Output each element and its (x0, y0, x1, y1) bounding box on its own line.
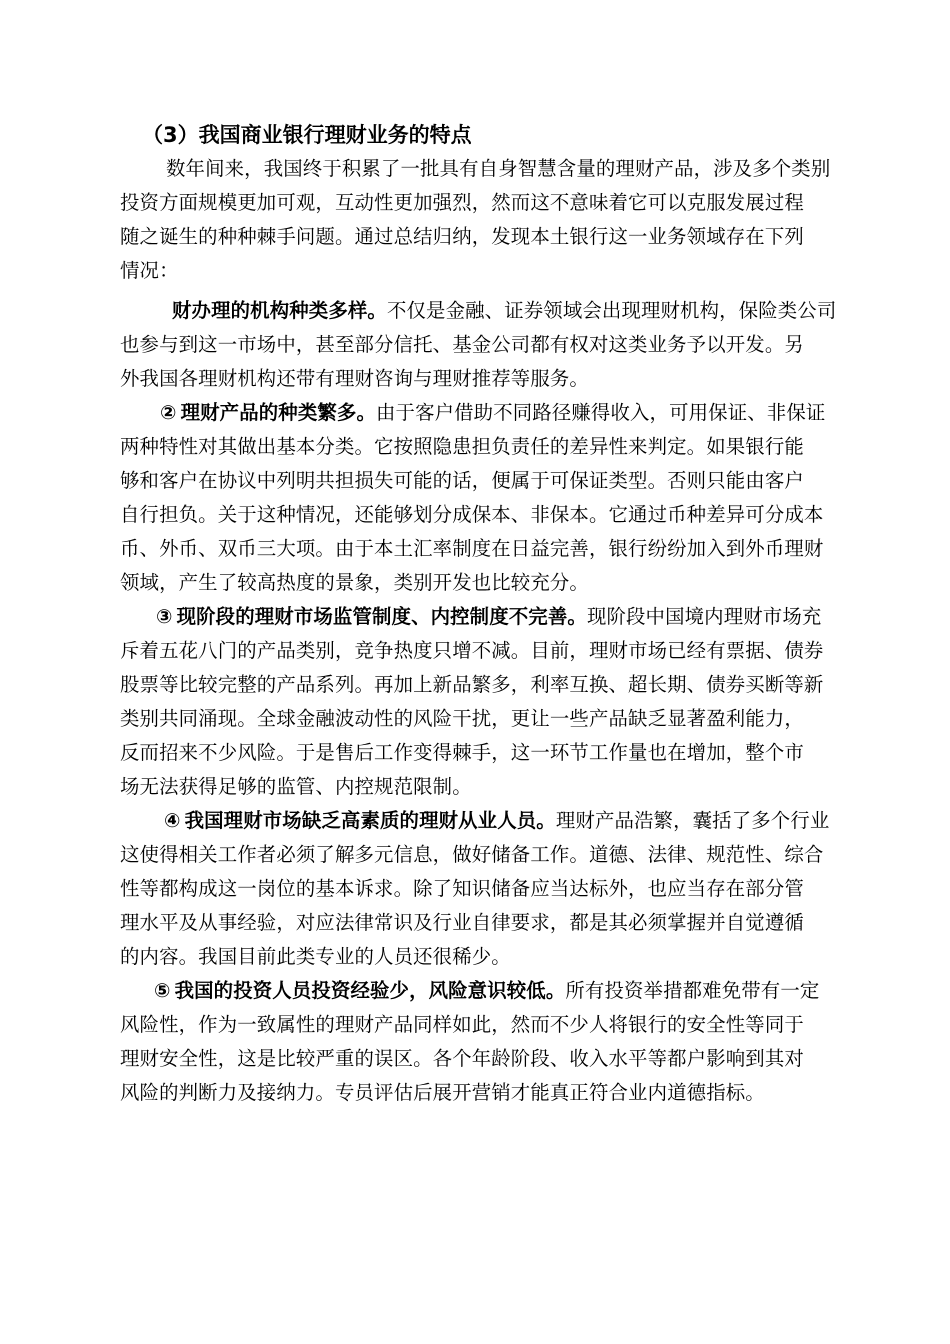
point-number: ③ (156, 605, 173, 628)
point-line: 币、外币、双币三大项。由于本土汇率制度在日益完善，银行纷纷加入到外币理财 (120, 537, 824, 560)
point-number: ④ (164, 809, 181, 832)
point-number: ⑤ (154, 979, 171, 1002)
point-lead: 我国理财市场缺乏高素质的理财从业人员。 (184, 809, 556, 832)
point-lead: 我国的投资人员投资经验少，风险意识较低。 (174, 979, 566, 1002)
point-5-paragraph (120, 974, 840, 1110)
point-first-text: 所有投资举措都难免带有一定 (565, 979, 820, 1002)
point-line: 斥着五花八门的产品类别，竞争热度只增不减。目前，理财市场已经有票据、债券 (120, 639, 824, 662)
document-body (120, 118, 840, 1110)
point-first-text: 由于客户借助不同路径赚得收入，可用保证、非保证 (375, 401, 826, 424)
point-line: 两种特性对其做出基本分类。它按照隐患担负责任的差异性来判定。如果银行能 (120, 435, 804, 458)
point-first-line (120, 974, 840, 1008)
point-line: 领域，产生了较高热度的景象，类别开发也比较充分。 (120, 571, 589, 594)
point-first-text: 不仅是金融、证券领域会出现理财机构，保险类公司 (386, 299, 837, 322)
point-line: 理财安全性，这是比较严重的误区。各个年龄阶段、收入水平等都户影响到其对 (120, 1047, 804, 1070)
point-line: 反而招来不少风险。于是售后工作变得棘手，这一环节工作量也在增加，整个市 (120, 741, 804, 764)
point-line: 也参与到这一市场中，甚至部分信托、基金公司都有权对这类业务予以开发。另 (120, 333, 804, 356)
point-1-paragraph (120, 294, 840, 396)
point-line: 风险的判断力及接纳力。专员评估后展开营销才能真正符合业内道德指标。 (120, 1081, 765, 1104)
point-line: 这使得相关工作者必须了解多元信息，做好储备工作。道德、法律、规范性、综合 (120, 843, 824, 866)
intro-line: 投资方面规模更加可观，互动性更加强烈，然而这不意味着它可以克服发展过程 (120, 191, 804, 214)
point-4-paragraph (120, 804, 840, 974)
intro-line: 随之诞生的种种棘手问题。通过总结归纳，发现本土银行这一业务领域存在下列 (120, 225, 804, 248)
point-line: 的内容。我国目前此类专业的人员还很稀少。 (120, 945, 511, 968)
point-line: 场无法获得足够的监管、内控规范限制。 (120, 775, 472, 798)
point-lead: 现阶段的理财市场监管制度、内控制度不完善。 (176, 605, 587, 628)
point-line: 外我国各理财机构还带有理财咨询与理财推荐等服务。 (120, 367, 589, 390)
point-line: 够和客户在协议中列明共担损失可能的话，便属于可保证类型。否则只能由客户 (120, 469, 804, 492)
point-lead: 理财产品的种类繁多。 (180, 401, 376, 424)
point-lead: 财办理的机构种类多样。 (172, 299, 387, 322)
point-line: 类别共同涌现。全球金融波动性的风险干扰，更让一些产品缺乏显著盈利能力， (120, 707, 804, 730)
point-number: ② (160, 401, 177, 424)
point-3-paragraph (120, 600, 840, 804)
section-heading: （3）我国商业银行理财业务的特点 (142, 123, 472, 147)
point-first-text: 理财产品浩繁，囊括了多个行业 (555, 809, 830, 832)
intro-line: 数年间来，我国终于积累了一批具有自身智慧含量的理财产品，涉及多个类别 (166, 157, 831, 180)
point-line: 性等都构成这一岗位的基本诉求。除了知识储备应当达标外，也应当存在部分管 (120, 877, 804, 900)
intro-paragraph (120, 152, 840, 288)
point-line: 自行担负。关于这种情况，还能够划分成保本、非保本。它通过币种差异可分成本 (120, 503, 824, 526)
point-first-line (120, 396, 840, 430)
point-first-line (120, 600, 840, 634)
point-line: 理水平及从事经验，对应法律常识及行业自律要求，都是其必须掌握并自觉遵循 (120, 911, 804, 934)
point-line: 股票等比较完整的产品系列。再加上新品繁多，利率互换、超长期、债券买断等新 (120, 673, 824, 696)
intro-line: 情况： (120, 259, 179, 282)
point-line: 风险性，作为一致属性的理财产品同样如此，然而不少人将银行的安全性等同于 (120, 1013, 804, 1036)
point-2-paragraph (120, 396, 840, 600)
point-first-line (120, 804, 840, 838)
point-first-line (120, 294, 840, 328)
point-first-text: 现阶段中国境内理财市场充 (586, 605, 822, 628)
